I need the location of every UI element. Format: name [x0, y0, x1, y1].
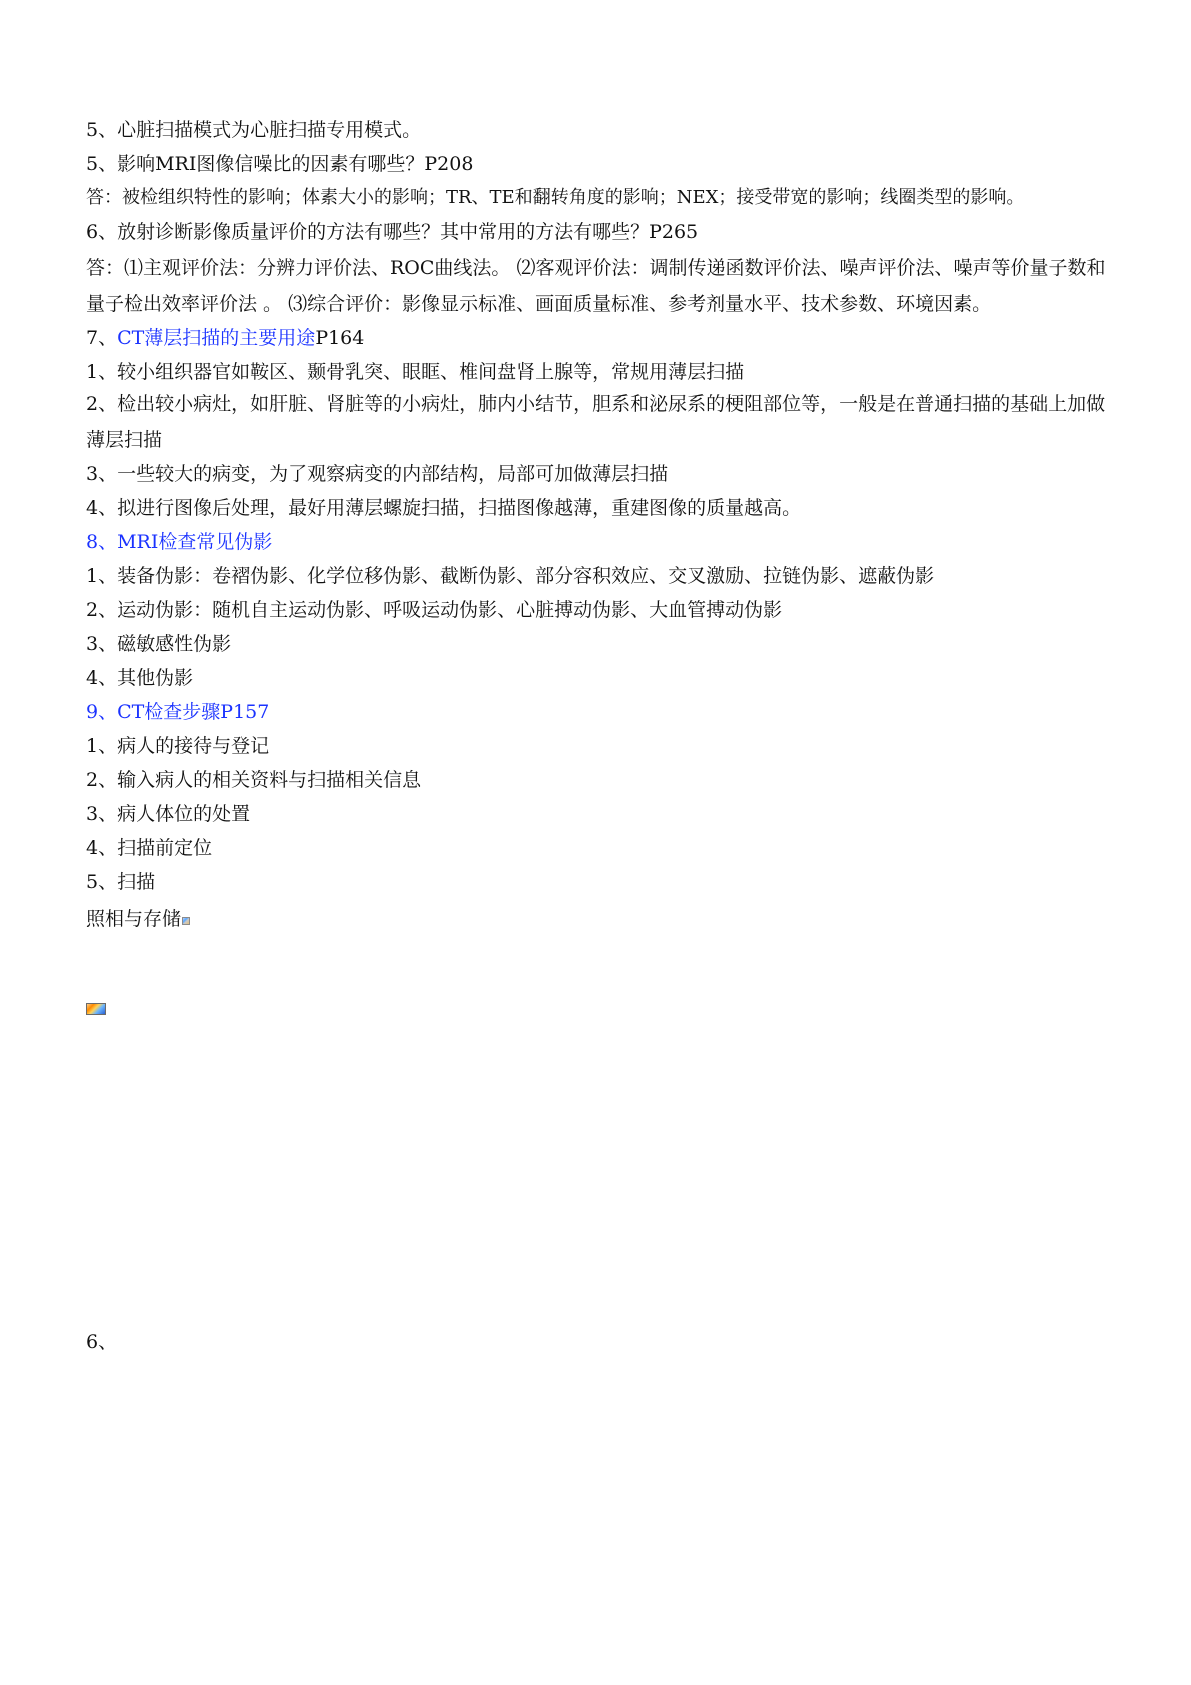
- list-item: 4、拟进行图像后处理，最好用薄层螺旋扫描，扫描图像越薄，重建图像的质量越高。: [86, 497, 802, 519]
- text-line: 5、心脏扫描模式为心脏扫描专用模式。: [86, 119, 422, 141]
- image-icon: [182, 917, 190, 925]
- section-heading-9: 9、CT检查步骤P157: [86, 701, 270, 723]
- list-item: 2、运动伪影：随机自主运动伪影、呼吸运动伪影、心脏搏动伪影、大血管搏动伪影: [86, 599, 783, 621]
- list-item-text: 照相与存储: [86, 908, 182, 930]
- list-item: 3、一些较大的病变，为了观察病变的内部结构，局部可加做薄层扫描: [86, 463, 669, 485]
- list-item: 4、其他伪影: [86, 667, 194, 689]
- heading-page-ref: P164: [315, 327, 365, 349]
- answer-line: 答：被检组织特性的影响；体素大小的影响；TR、TE和翻转角度的影响；NEX；接受带宽的影响；线圈类型的影响。: [86, 187, 1025, 208]
- list-item: 3、病人体位的处置: [86, 803, 251, 825]
- list-item: 1、装备伪影：卷褶伪影、化学位移伪影、截断伪影、部分容积效应、交叉激励、拉链伪影、遮蔽伪影: [86, 565, 935, 587]
- list-item: 3、磁敏感性伪影: [86, 633, 232, 655]
- section-heading-7: [86, 326, 364, 350]
- list-item: 2、输入病人的相关资料与扫描相关信息: [86, 769, 422, 791]
- section-heading-8: 8、MRI检查常见伪影: [86, 531, 273, 553]
- answer-paragraph: 答：⑴主观评价法：分辨力评价法、ROC曲线法。 ⑵客观评价法：调制传递函数评价法、噪声评价法、噪声等价量子数和量子检出效率评价法 。 ⑶综合评价：影像显示标准、画面质量标准、参考剂量水平、技术参数、环境因素。: [86, 257, 1106, 315]
- list-item: 1、病人的接待与登记: [86, 735, 270, 757]
- photo-thumbnail-icon: [86, 1003, 106, 1015]
- list-item: 4、扫描前定位: [86, 837, 213, 859]
- question-line: 5、影响MRI图像信噪比的因素有哪些？P208: [86, 153, 474, 175]
- list-item: 1、较小组织器官如鞍区、颞骨乳突、眼眶、椎间盘肾上腺等，常规用薄层扫描: [86, 361, 745, 383]
- heading-number: 7、: [86, 327, 118, 349]
- list-item: [86, 907, 190, 931]
- heading-title: CT薄层扫描的主要用途: [117, 327, 316, 349]
- question-line: 6、放射诊断影像质量评价的方法有哪些？其中常用的方法有哪些？P265: [86, 221, 699, 243]
- list-item: 2、检出较小病灶，如肝脏、肾脏等的小病灶，肺内小结节，胆系和泌尿系的梗阻部位等，一般是在普通扫描的基础上加做薄层扫描: [86, 393, 1106, 451]
- list-item: 5、扫描: [86, 871, 156, 893]
- text-line: 6、: [86, 1331, 118, 1353]
